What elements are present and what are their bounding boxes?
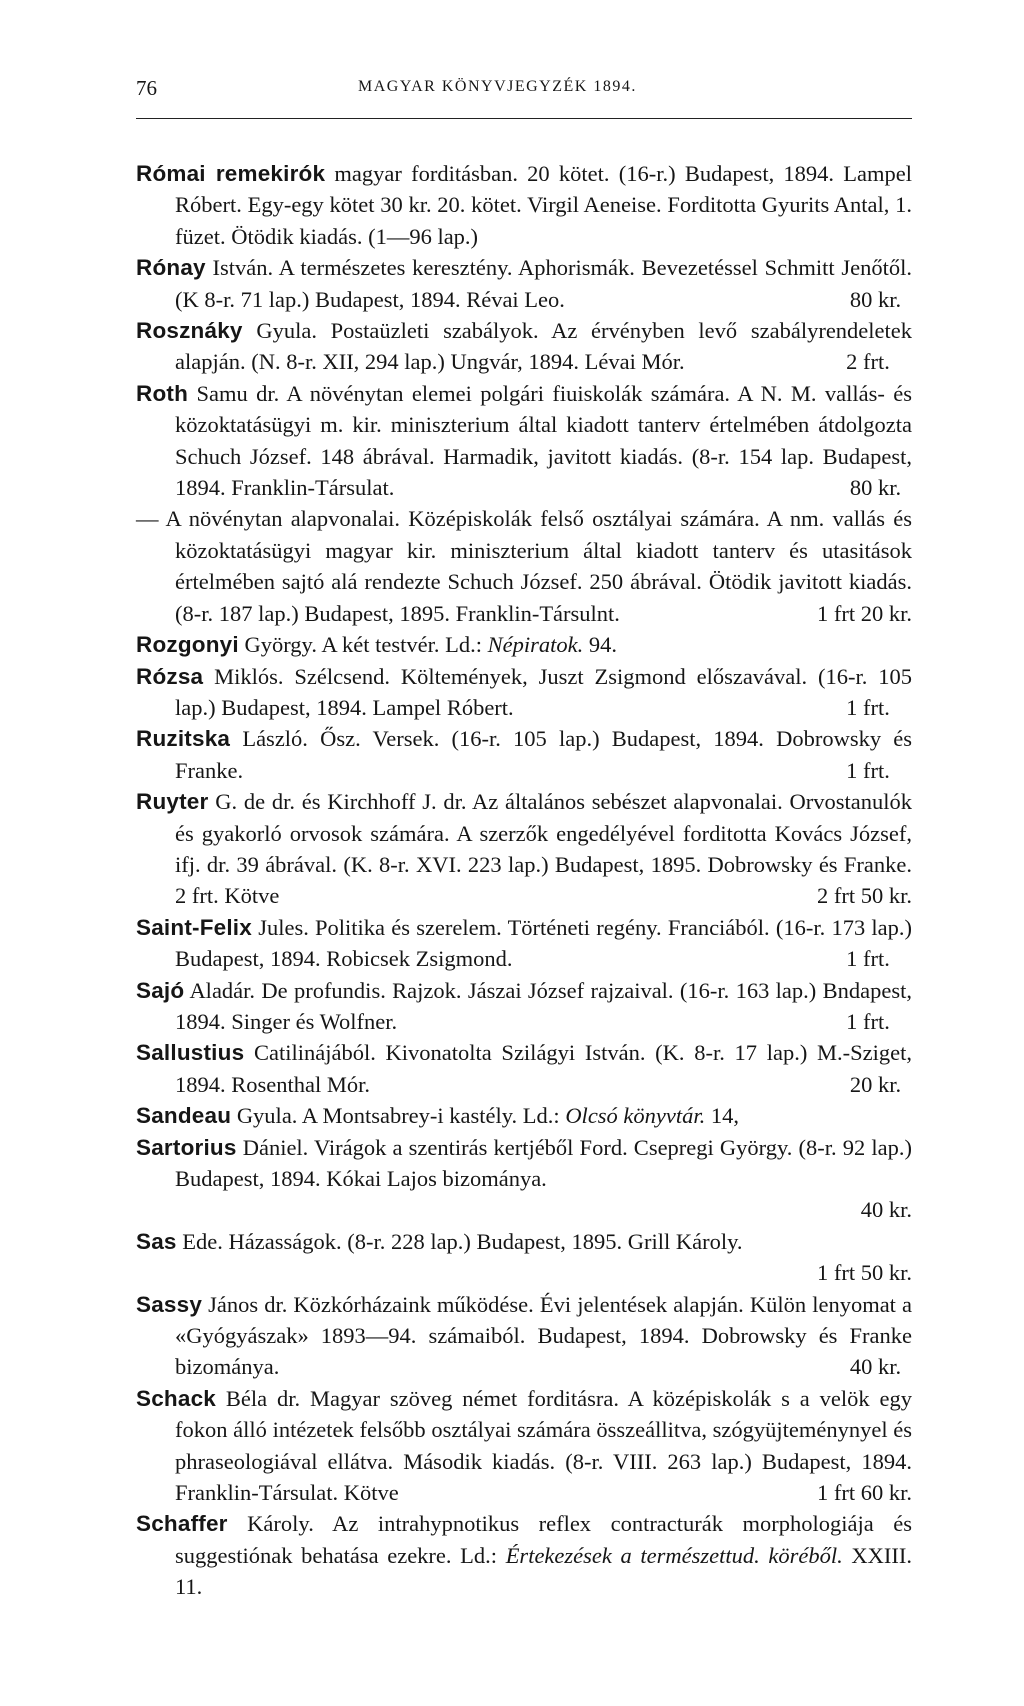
entry-price: 40 kr. xyxy=(860,1197,912,1223)
entry-text: Gyula. Postaüzleti szabályok. Az érvényben levő szabályrendeletek alapján. (N. 8-r. XII, 294 lap.) Ungvár, 1894. Lévai Mór. xyxy=(175,318,913,375)
entry-author: Sajó xyxy=(136,977,185,1003)
entry-text: János dr. Közkórházaink működése. Évi jelentések alapján. Külön lenyomat a «Gyógyászak» 1893—94. számaiból. Budapest, 1894. Dobrowsky és Franke bizománya. xyxy=(175,1291,913,1380)
entry-text: Jules. Politika és szerelem. Történeti regény. Franciából. (16-r. 173 lap.) Budapest, 1894. Robicsek Zsigmond. xyxy=(175,914,913,972)
bibliography-entry xyxy=(136,252,912,315)
entry-text: György. A két testvér. Ld.: xyxy=(244,632,482,658)
bibliography-entry xyxy=(136,1289,912,1383)
entry-text: Dániel. Virágok a szentirás kertjéből Ford. Csepregi György. (8-r. 92 lap.) Budapest, 1894. Kókai Lajos bizománya. xyxy=(175,1134,912,1191)
bibliography-entry xyxy=(136,378,912,504)
entry-text: — A növénytan alapvonalai. Középiskolák felső osztályai számára. A nm. vallás és közoktatásügyi magyar kir. miniszterium által kiadott tanterv és utasitások értelmében sajtó alá rendezte Schuch József. 250 ábrával. Ötödik javitott kiadás. (8-r. 187 lap.) Budapest, 1895. Franklin-Társulnt. xyxy=(136,506,912,626)
bibliography-entry xyxy=(136,723,912,786)
book-page xyxy=(136,76,913,1600)
entry-author: Ruyter xyxy=(136,789,209,815)
bibliography-entry xyxy=(136,786,912,912)
entry-price: 40 kr. xyxy=(849,1354,902,1380)
entry-text: Catilinájából. Kivonatolta Szilágyi István. (K. 8-r. 17 lap.) M.-Sziget, 1894. Rosenthal Mór. xyxy=(175,1040,912,1097)
bibliography-entry xyxy=(136,1132,912,1226)
entry-price: 80 kr. xyxy=(849,475,902,501)
entry-text: Béla dr. Magyar szöveg német forditásra. A középiskolák s a velök egy fokon álló intézetek felsőbb osztályai számára összeállitva, szógyüjteménynyel és phraseologiával ellátva. Második kiadás. (8-r. VIII. 263 lap.) Budapest, 1894. Franklin-Társulat. Kötve xyxy=(175,1385,912,1506)
entry-price: 1 frt 50 kr. xyxy=(817,1260,912,1286)
entry-text: Gyula. A Montsabrey-i kastély. Ld.: xyxy=(236,1103,560,1129)
page-header xyxy=(136,76,912,112)
entry-text: Károly. Az intrahypnotikus reflex contracturák morphologiája és suggestiónak behatása ezekre. Ld.: xyxy=(175,1511,913,1568)
entry-price: 2 frt. xyxy=(846,349,890,375)
entry-author: Római remekirók xyxy=(136,161,326,186)
entry-text: István. A természetes keresztény. Aphorismák. Bevezetéssel Schmitt Jenőtől. (K 8-r. 71 lap.) Budapest, 1894. Révai Leo. xyxy=(175,255,912,312)
entry-author: Ruzitska xyxy=(136,726,231,752)
entry-price: 1 frt 60 kr. xyxy=(817,1480,912,1506)
bibliography-entry xyxy=(136,158,912,252)
entry-author: Schack xyxy=(136,1385,217,1411)
entry-author: Rozgonyi xyxy=(136,632,239,658)
entry-list xyxy=(136,158,912,1603)
entry-price: 2 frt 50 kr. xyxy=(817,883,912,909)
bibliography-entry xyxy=(136,1508,912,1602)
entry-author: Rosznáky xyxy=(136,318,243,344)
bibliography-entry xyxy=(136,315,912,378)
entry-series-number: 14, xyxy=(710,1103,740,1129)
entry-text: Miklós. Szélcsend. Költemények, Juszt Zsigmond előszavával. (16-r. 105 lap.) Budapest, 1894. Lampel Róbert. xyxy=(175,663,913,720)
entry-text: G. de dr. és Kirchhoff J. dr. Az általános sebészet alapvonalai. Orvostanulók és gyakorló orvosok számára. A szerzők engedélyével forditotta Kovács József, ifj. dr. 39 ábrával. (K. 8-r. XVI. 223 lap.) Budapest, 1895. Dobrowsky és Franke. 2 frt. Kötve xyxy=(175,789,912,909)
bibliography-entry xyxy=(136,661,912,724)
entry-text: Samu dr. A növénytan elemei polgári fiuiskolák számára. A N. M. vallás- és közoktatásügyi m. kir. miniszterium által kiadott tanterv értelmében átdolgozta Schuch József. 148 ábrával. Harmadik, javitott kiadás. (8-r. 154 lap. Budapest, 1894. Franklin-Társulat. xyxy=(175,380,913,501)
entry-text: Aladár. De profundis. Rajzok. Jászai József rajzaival. (16-r. 163 lap.) Bndapest, 1894. Singer és Wolfner. xyxy=(175,977,912,1034)
entry-author: Sallustius xyxy=(136,1040,245,1066)
entry-series-number: 94. xyxy=(588,632,617,658)
entry-price: 1 frt. xyxy=(846,757,890,783)
entry-price: 20 kr. xyxy=(849,1071,902,1097)
entry-series: Népiratok. xyxy=(487,632,584,658)
header-rule xyxy=(136,118,912,119)
entry-author: Rózsa xyxy=(136,663,204,689)
entry-series: Olcsó könyvtár. xyxy=(565,1103,706,1129)
bibliography-entry xyxy=(136,975,912,1038)
entry-price: 1 frt. xyxy=(846,946,890,972)
bibliography-entry xyxy=(136,1226,912,1289)
entry-price: 1 frt 20 kr. xyxy=(817,600,912,626)
entry-author: Sas xyxy=(136,1228,177,1254)
entry-text: Ede. Házasságok. (8-r. 228 lap.) Budapest, 1895. Grill Károly. xyxy=(182,1228,743,1254)
entry-author: Saint-Felix xyxy=(136,914,252,940)
bibliography-entry xyxy=(136,1100,912,1131)
entry-author: Schaffer xyxy=(136,1511,228,1537)
entry-author: Rónay xyxy=(136,255,206,281)
bibliography-entry xyxy=(136,1037,912,1100)
entry-author: Sassy xyxy=(136,1291,203,1317)
entry-series-number: XXIII. 11. xyxy=(175,1542,912,1600)
bibliography-entry xyxy=(136,1383,912,1509)
entry-price: 1 frt. xyxy=(846,694,890,720)
entry-text: László. Ősz. Versek. (16-r. 105 lap.) Budapest, 1894. Dobrowsky és Franke. xyxy=(175,726,913,783)
entry-price: 1 frt. xyxy=(846,1008,890,1034)
entry-author: Roth xyxy=(136,380,189,406)
entry-author: Sandeau xyxy=(136,1103,232,1129)
entry-text: magyar forditásban. 20 kötet. (16-r.) Budapest, 1894. Lampel Róbert. Egy-egy kötet 30 kr. 20. kötet. Virgil Aeneise. Forditotta Gyurits Antal, 1. füzet. Ötödik kiadás. (1—96 lap.) xyxy=(175,161,912,249)
page-number: 76 xyxy=(136,76,157,100)
entry-price: 80 kr. xyxy=(849,286,902,312)
entry-author: Sartorius xyxy=(136,1134,237,1160)
bibliography-entry xyxy=(136,503,912,629)
bibliography-entry xyxy=(136,629,912,660)
running-title: MAGYAR KÖNYVJEGYZÉK 1894. xyxy=(358,78,637,95)
entry-series: Értekezések a természettud. köréből. xyxy=(505,1542,843,1568)
bibliography-entry xyxy=(136,912,912,975)
